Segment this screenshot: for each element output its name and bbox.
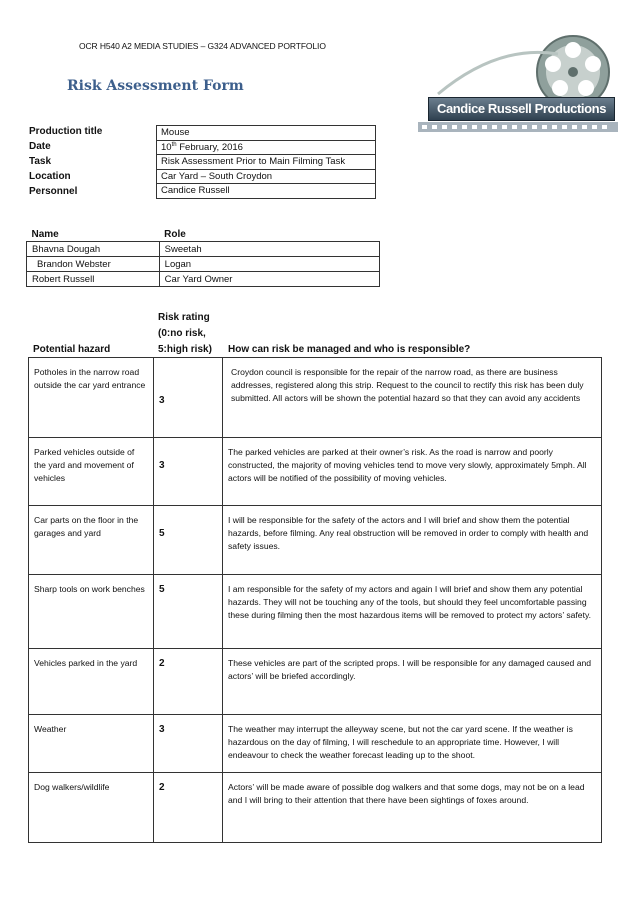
rating-cell: 2	[154, 649, 223, 715]
label-location: Location	[29, 171, 71, 182]
management-cell: Actors’ will be made aware of possible dog walkers and that some dogs, may not be on a lead and I will bring to their attention that there have been sightings of foxes around.	[223, 773, 602, 843]
risk-table	[28, 357, 602, 843]
management-cell: I am responsible for the safety of my actors and again I will brief and show them any potential hazards. They will not be touching any of the tools, but should they feel uncomfortable passing these during filming then the most hazardous items will be removed to protect my actors’ safety.	[223, 575, 602, 649]
rating-cell: 5	[154, 575, 223, 649]
rating-cell: 3	[154, 358, 223, 438]
management-cell: Croydon council is responsible for the repair of the narrow road, as there are business addresses, registered along this strip. Request to the council to rectify this risk has been duly submitted. All actors will be shown the potential hazard so that they can avoid any accidents	[223, 358, 602, 438]
rating-header	[158, 310, 212, 358]
cast-name: Brandon Webster	[27, 257, 160, 272]
value-task: Risk Assessment Prior to Main Filming Task	[157, 155, 376, 170]
rating-cell: 5	[154, 506, 223, 575]
hazard-cell: Car parts on the floor in the garages and yard	[29, 506, 154, 575]
hazard-header: Potential hazard	[33, 344, 111, 355]
hazard-cell: Vehicles parked in the yard	[29, 649, 154, 715]
cast-role: Car Yard Owner	[159, 272, 379, 287]
rating-header-line: (0:no risk,	[158, 328, 206, 339]
management-cell: The parked vehicles are parked at their owner’s risk. As the road is narrow and poorly constructed, the majority of moving vehicles tend to move very slowly, approximately 5mph. All actors will be notified of the possibility of moving vehicles.	[223, 438, 602, 506]
table-row	[29, 438, 602, 506]
table-row	[27, 257, 380, 272]
management-cell: I will be responsible for the safety of the actors and I will brief and show them the potential hazards, before filming. Any real obstruction will be removed in order to comply with health and safety issues.	[223, 506, 602, 575]
form-title: Risk Assessment Form	[67, 78, 244, 94]
table-row	[29, 575, 602, 649]
table-row	[29, 358, 602, 438]
cast-role: Sweetah	[159, 242, 379, 257]
hazard-cell: Dog walkers/wildlife	[29, 773, 154, 843]
cast-name: Robert Russell	[27, 272, 160, 287]
cast-role: Logan	[159, 257, 379, 272]
role-header: Role	[164, 228, 186, 240]
table-row	[29, 715, 602, 773]
label-date: Date	[29, 141, 51, 152]
course-header: OCR H540 A2 MEDIA STUDIES – G324 ADVANCED PORTFOLIO	[79, 41, 326, 51]
label-production-title: Production title	[29, 126, 103, 137]
rating-cell: 3	[154, 715, 223, 773]
rating-header-line: 5:high risk)	[158, 344, 212, 355]
table-row	[29, 773, 602, 843]
value-production-title: Mouse	[157, 126, 376, 141]
rating-cell: 3	[154, 438, 223, 506]
hazard-cell: Potholes in the narrow road outside the car yard entrance	[29, 358, 154, 438]
value-date: 10th February, 2016	[157, 140, 376, 155]
label-personnel: Personnel	[29, 186, 78, 197]
table-row	[27, 242, 380, 257]
logo-text: Candice Russell Productions	[428, 97, 615, 121]
table-row	[29, 649, 602, 715]
table-row	[27, 272, 380, 287]
rating-cell: 2	[154, 773, 223, 843]
management-cell: These vehicles are part of the scripted props. I will be responsible for any damaged caused and actors’ will be briefed accordingly.	[223, 649, 602, 715]
hazard-cell: Sharp tools on work benches	[29, 575, 154, 649]
production-info-table	[156, 125, 376, 199]
table-row	[29, 506, 602, 575]
cast-table	[26, 227, 380, 287]
name-header: Name	[31, 228, 59, 240]
value-personnel: Candice Russell	[157, 184, 376, 199]
hazard-cell: Parked vehicles outside of the yard and movement of vehicles	[29, 438, 154, 506]
cast-name: Bhavna Dougah	[27, 242, 160, 257]
company-logo	[418, 34, 618, 134]
management-cell: The weather may interrupt the alleyway scene, but not the car yard scene. If the weather is hazardous on the day of filming, I will reschedule to an appropriate time. However, I will endeavour to check the weather forecast leading up to the shoot.	[223, 715, 602, 773]
value-location: Car Yard – South Croydon	[157, 169, 376, 184]
management-header: How can risk be managed and who is responsible?	[228, 344, 471, 355]
hazard-cell: Weather	[29, 715, 154, 773]
label-task: Task	[29, 156, 52, 167]
rating-header-line: Risk rating	[158, 312, 210, 323]
